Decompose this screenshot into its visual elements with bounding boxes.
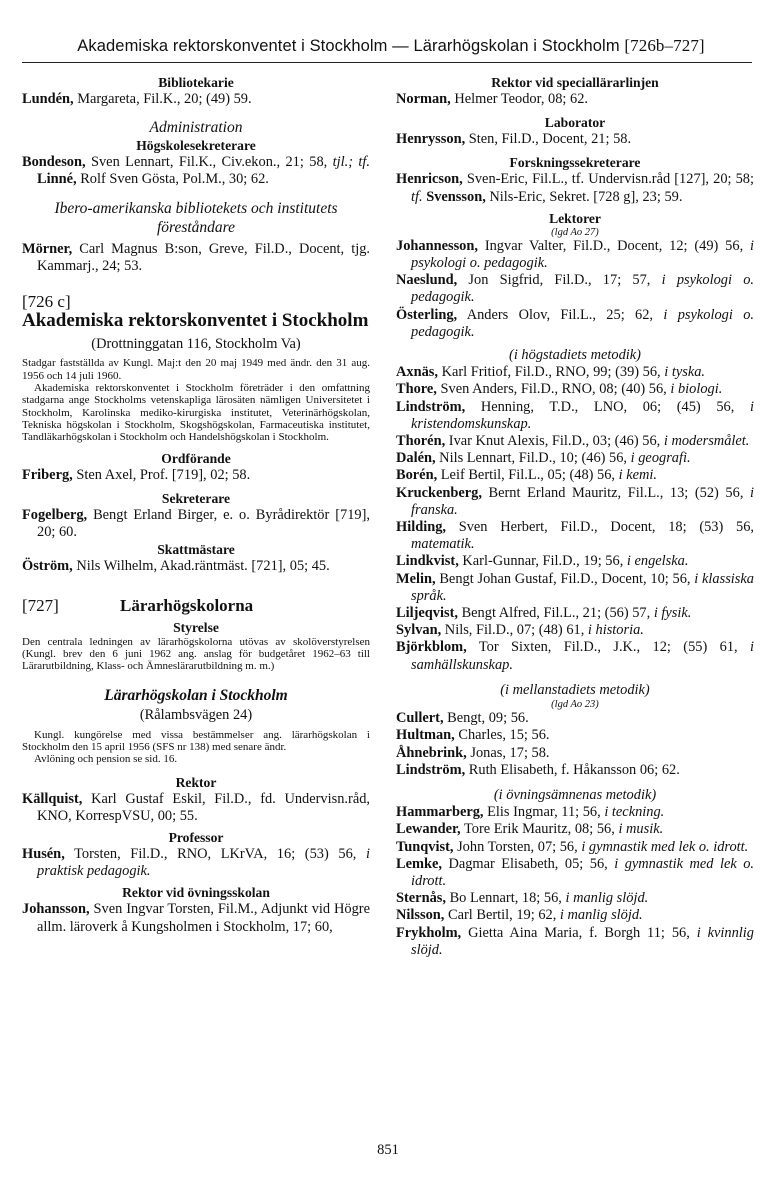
directory-entry [22,467,370,484]
entry-details: Sten Axel, Prof. [719], 02; 58. [72,466,251,483]
entry-details: Leif Bertil, Fil.L., 05; (48) 56, [437,467,619,484]
entry-details: Rolf Sven Gösta, Pol.M., 30; 62. [76,171,269,188]
entry-surname: Melin, [396,570,436,587]
entry-list [396,364,754,674]
directory-entry [396,433,754,450]
directory-entry [22,558,370,575]
entry-surname: Öström, [22,558,73,575]
entry-surname: Hammarberg, [396,804,484,821]
entry-details: Nils Lennart, Fil.D., 10; (46) 56, [435,450,631,467]
entry-list [22,467,370,484]
entry-subject: i gymnastik med lek o. idrott. [581,838,749,855]
section-heading: Rektor [175,774,217,790]
entry-subject: i historia. [587,622,644,639]
entry-surname: Tunqvist, [396,838,454,855]
note-text: Den centrala ledningen av lärarhögskolorna utövas av skolöverstyrelsen (Kungl. brev den 6 juni 1962 ang. anslag för budgetåret 1962–63 till Lärarutbildning, Klass- och Ämneslärarutbildning m. m.) [22,635,370,673]
entry-subject: i kemi. [618,467,657,484]
directory-entry [22,91,370,108]
directory-entry [396,381,754,398]
institution-heading: Lärarhögskolan i Stockholm [104,687,288,705]
entry-details: Bengt Erland Birger, e. o. Byrådirektör [719], 20; 60. [37,506,370,540]
note-text [22,729,370,766]
entry-details: Tore Erik Mauritz, 08; 56, [460,821,619,838]
entry-subject: i fysik. [653,605,692,622]
note-paragraph: Stadgar fastställda av Kungl. Maj:t den 20 maj 1949 med ändr. den 31 aug. 1956 och 14 juli 1960. [22,357,370,382]
entry-list [396,238,754,341]
entry-surname: Norman, [396,91,451,107]
header-range: [726b–727] [624,36,705,55]
entry-details: Bernt Erland Mauritz, Fil.L., 13; (52) 56, [481,484,750,501]
subsection-heading: (i mellanstadiets metodik) [500,681,650,698]
entry-details: Jon Sigfrid, Fil.D., 17; 57, [457,272,662,289]
entry-list [396,91,754,108]
page-number: 851 [377,1142,399,1158]
entry-details: Bengt Alfred, Fil.L., 21; (56) 57, [457,605,654,622]
right-column [396,74,754,959]
entry-subject: i samhällskunskap. [411,639,754,673]
entry-list [396,804,754,959]
entry-list [22,791,370,825]
directory-entry [396,821,754,838]
entry-list [22,241,370,275]
running-header [28,36,754,56]
entry-subject: i praktisk pedagogik. [37,845,370,880]
entry-subject: i tyska. [664,364,706,381]
entry-details: Nils, Fil.D., 07; (48) 61, [441,622,588,639]
section-heading: Rektor vid övningsskolan [122,885,270,901]
entry-details: Gietta Aina Maria, f. Borgh 11; 56, [461,924,697,941]
directory-entry [396,762,754,779]
section-number: [726 c] [22,292,71,312]
directory-entry [396,519,754,553]
entry-surname: Källquist, [22,790,83,807]
entry-details: Sven Ingvar Torsten, Fil.M., Adjunkt vid Högre allm. läroverk å Kungsholmen i Stockholm, 17; 60, [37,901,370,935]
entry-surname: Lemke, [396,855,442,872]
section-heading: Laborator [544,115,606,131]
directory-entry [396,727,754,744]
directory-entry [22,791,370,825]
entry-surname: Linné, [37,171,77,188]
entry-surname: Bondeson, [22,154,86,171]
section-title: Lärarhögskolorna [120,596,254,616]
directory-entry [22,901,370,935]
entry-subject: tjl.; tf. [332,154,370,171]
entry-list [22,901,370,935]
entry-surname: Hultman, [396,727,455,744]
entry-surname: Frykholm, [396,924,462,941]
entry-details: Nils-Eric, Sekret. [728 g], 23; 59. [485,188,683,205]
section-727 [22,597,370,614]
entry-subject: i kvinnlig slöjd. [411,924,755,958]
entry-surname: Johansson, [22,901,90,918]
directory-entry [396,171,754,205]
entry-details: Carl Magnus B:son, Greve, Fil.D., Docent, tjg. Kammarj., 24; 53. [37,240,370,274]
entry-details: Margareta, Fil.K., 20; (49) 59. [73,91,252,107]
entry-surname: Johannesson, [396,237,478,254]
directory-entry [396,450,754,467]
entry-details: Sten, Fil.D., Docent, 21; 58. [465,131,632,148]
entry-surname: Lindström, [396,761,466,778]
entry-subject: i gymnastik med lek o. idrott. [411,855,754,889]
section-heading-italic: Administration [149,119,243,137]
entry-details: Dagmar Elisabeth, 05; 56, [441,855,615,872]
entry-subject: i psykologi o. pedagogik. [411,306,754,340]
directory-entry [396,272,754,306]
entry-surname: Lindkvist, [396,553,459,570]
note-text [22,357,370,443]
entry-details: Ruth Elisabeth, f. Håkansson 06; 62. [465,761,680,778]
directory-entry [396,804,754,821]
section-heading: Professor [168,829,224,845]
directory-entry [396,745,754,762]
entry-list [396,710,754,779]
entry-surname: Axnäs, [396,364,438,381]
note-paragraph: Avlöning och pension se sid. 16. [34,753,178,766]
subsection-heading: (i högstadiets metodik) [509,347,641,364]
entry-details: Karl Gustaf Eskil, Fil.D., fd. Undervisn.råd, KNO, KorrespVSU, 00; 55. [37,790,370,824]
directory-entry [22,241,370,275]
section-heading: Högskolesekreterare [136,138,256,154]
directory-entry [396,856,754,890]
directory-entry [396,890,754,907]
header-title: Akademiska rektorskonventet i Stockholm — Lärarhögskolan i Stockholm [77,37,620,55]
directory-entry [396,467,754,484]
directory-entry [22,507,370,541]
section-heading: Skattmästare [157,542,235,558]
entry-details: Nils Wilhelm, Akad.räntmäst. [721], 05; 45. [72,558,330,575]
section-heading: Forskningssekreterare [509,155,641,171]
left-column [22,74,370,936]
header-rule [22,62,752,63]
directory-entry [396,131,754,148]
entry-details: Anders Olov, Fil.L., 25; 62, [457,306,664,323]
entry-surname: Nilsson, [396,907,445,924]
entry-details: Charles, 15; 56. [454,727,550,744]
entry-surname: Österling, [396,306,458,323]
entry-surname: Mörner, [22,240,73,257]
directory-entry [396,485,754,519]
entry-subject: tf. [411,188,423,205]
entry-details: Helmer Teodor, 08; 62. [450,91,588,107]
entry-subject: matematik. [411,536,475,553]
entry-surname: Thorén, [396,433,446,450]
note-paragraph: Kungl. kungörelse med vissa bestämmelser ang. lärarhögskolan i Stockholm den 15 april 1956 (SFS nr 138) med senare ändr. [22,728,370,753]
lgd-note: (lgd Ao 23) [551,699,599,711]
entry-surname: Björkblom, [396,639,467,656]
entry-details: Torsten, Fil.D., RNO, LKrVA, 16; (53) 56, [64,845,366,862]
directory-entry [396,710,754,727]
section-heading: Sekreterare [161,490,231,506]
entry-surname: Cullert, [396,710,444,727]
entry-subject: i teckning. [604,804,665,821]
directory-entry [396,622,754,639]
directory-entry [396,925,754,959]
entry-details: Sven Lennart, Fil.K., Civ.ekon., 21; 58, [85,154,333,171]
entry-surname: Hilding, [396,519,446,536]
entry-surname: Sylvan, [396,622,442,639]
entry-surname: Lindström, [396,398,466,415]
section-heading: Lektorer [549,210,601,226]
entry-details: Sven Herbert, Fil.D., Docent, 18; (53) 56, [446,519,754,536]
note-paragraph: Akademiska rektorskonventet i Stockholm företräder i den omfattning stadgarna ange Stockholms vetenskapliga lärosäten nämligen Universitetet i Stockholm, Karolinska mediko-kirurgiska institutet, Veterinärhögskolan, Tekniska högskolan i Stockholm, Skogshögskolan, Farmaceutiska institutet, Tandläkarhögskolan i Stockholm och Handelshögskolan i Stockholm. [22,382,370,444]
entry-details: Bengt Johan Gustaf, Fil.D., Docent, 10; 56, [435,570,695,587]
entry-list [396,171,754,205]
entry-subject: i modersmålet. [663,433,750,450]
directory-entry [396,307,754,341]
entry-surname: Henrysson, [396,131,466,148]
address: (Rålambsvägen 24) [139,707,253,724]
entry-list [22,558,370,575]
entry-surname: Åhnebrink, [396,744,467,761]
directory-entry [396,907,754,924]
entry-subject: i klassiska språk. [411,570,754,604]
entry-details: Bo Lennart, 18; 56, [445,890,566,907]
entry-surname: Borén, [396,467,438,484]
entry-details: Karl Fritiof, Fil.D., RNO, 99; (39) 56, [438,364,665,381]
entry-list [22,846,370,880]
entry-details: Ingvar Valter, Fil.D., Docent, 12; (49) 56, [477,237,750,254]
entry-subject: i kristendomskunskap. [411,398,754,432]
entry-details: Ivar Knut Alexis, Fil.D., 03; (46) 56, [445,433,664,450]
subsection-heading: (i övningsämnenas metodik) [493,786,657,803]
entry-details: John Torsten, 07; 56, [453,838,582,855]
entry-details: Bengt, 09; 56. [443,710,529,727]
entry-list [396,131,754,148]
directory-entry [396,364,754,381]
entry-subject: i geografi. [630,450,691,467]
entry-surname: Lundén, [22,91,74,107]
entry-list [22,91,370,108]
directory-entry [396,571,754,605]
directory-entry [396,605,754,622]
directory-entry [396,238,754,272]
entry-details: Tor Sixten, Fil.D., J.K., 12; (55) 61, [466,639,750,656]
entry-list [22,507,370,541]
entry-subject: i psykologi o. pedagogik. [411,272,755,306]
entry-surname: Lewander, [396,821,461,838]
entry-details: Henning, T.D., LNO, 06; (45) 56, [465,398,750,415]
entry-subject: i psykologi o. pedagogik. [411,237,754,272]
directory-entry [396,639,754,673]
section-heading: Styrelse [173,619,219,635]
section-heading-italic: Ibero-amerikanska bibliotekets och institutets föreståndare [54,199,338,236]
entry-surname: Naeslund, [396,272,458,289]
directory-entry [396,91,754,108]
directory-entry [396,399,754,433]
entry-subject: i franska. [411,484,754,518]
entry-surname: Kruckenberg, [396,484,482,501]
section-heading: Ordförande [161,450,231,466]
lgd-note: (lgd Ao 27) [551,226,599,238]
section-heading: Bibliotekarie [158,75,234,90]
entry-surname: Husén, [22,845,65,862]
entry-subject: i musik. [618,821,664,838]
directory-entry [396,839,754,856]
entry-surname: Svensson, [422,188,486,205]
institution-heading: Akademiska rektorskonventet i Stockholm [22,310,369,332]
entry-surname: Liljeqvist, [396,605,458,622]
entry-surname: Thore, [396,381,437,398]
entry-details: Sven-Eric, Fil.L., tf. Undervisn.råd [127], 20; 58; [462,171,754,188]
directory-entry [22,846,370,880]
section-heading: Rektor vid speciallärarlinjen [491,75,659,90]
entry-details: Jonas, 17; 58. [466,744,550,761]
entry-subject: i biologi. [670,381,723,398]
directory-entry [22,154,370,188]
entry-surname: Henricson, [396,171,463,188]
entry-surname: Fogelberg, [22,506,88,523]
entry-surname: Friberg, [22,466,73,483]
entry-surname: Dalén, [396,450,436,467]
entry-list [22,154,370,188]
entry-surname: Sternås, [396,890,446,907]
entry-subject: i manlig slöjd. [559,907,643,924]
address: (Drottninggatan 116, Stockholm Va) [91,336,301,353]
section-number: [727] [22,596,59,616]
entry-subject: i manlig slöjd. [565,890,649,907]
entry-details: Carl Bertil, 19; 62, [444,907,560,924]
entry-details: Sven Anders, Fil.D., RNO, 08; (40) 56, [436,381,671,398]
directory-entry [396,553,754,570]
entry-details: Elis Ingmar, 11; 56, [483,804,605,821]
entry-details: Karl-Gunnar, Fil.D., 19; 56, [458,553,627,570]
entry-subject: i engelska. [626,553,689,570]
